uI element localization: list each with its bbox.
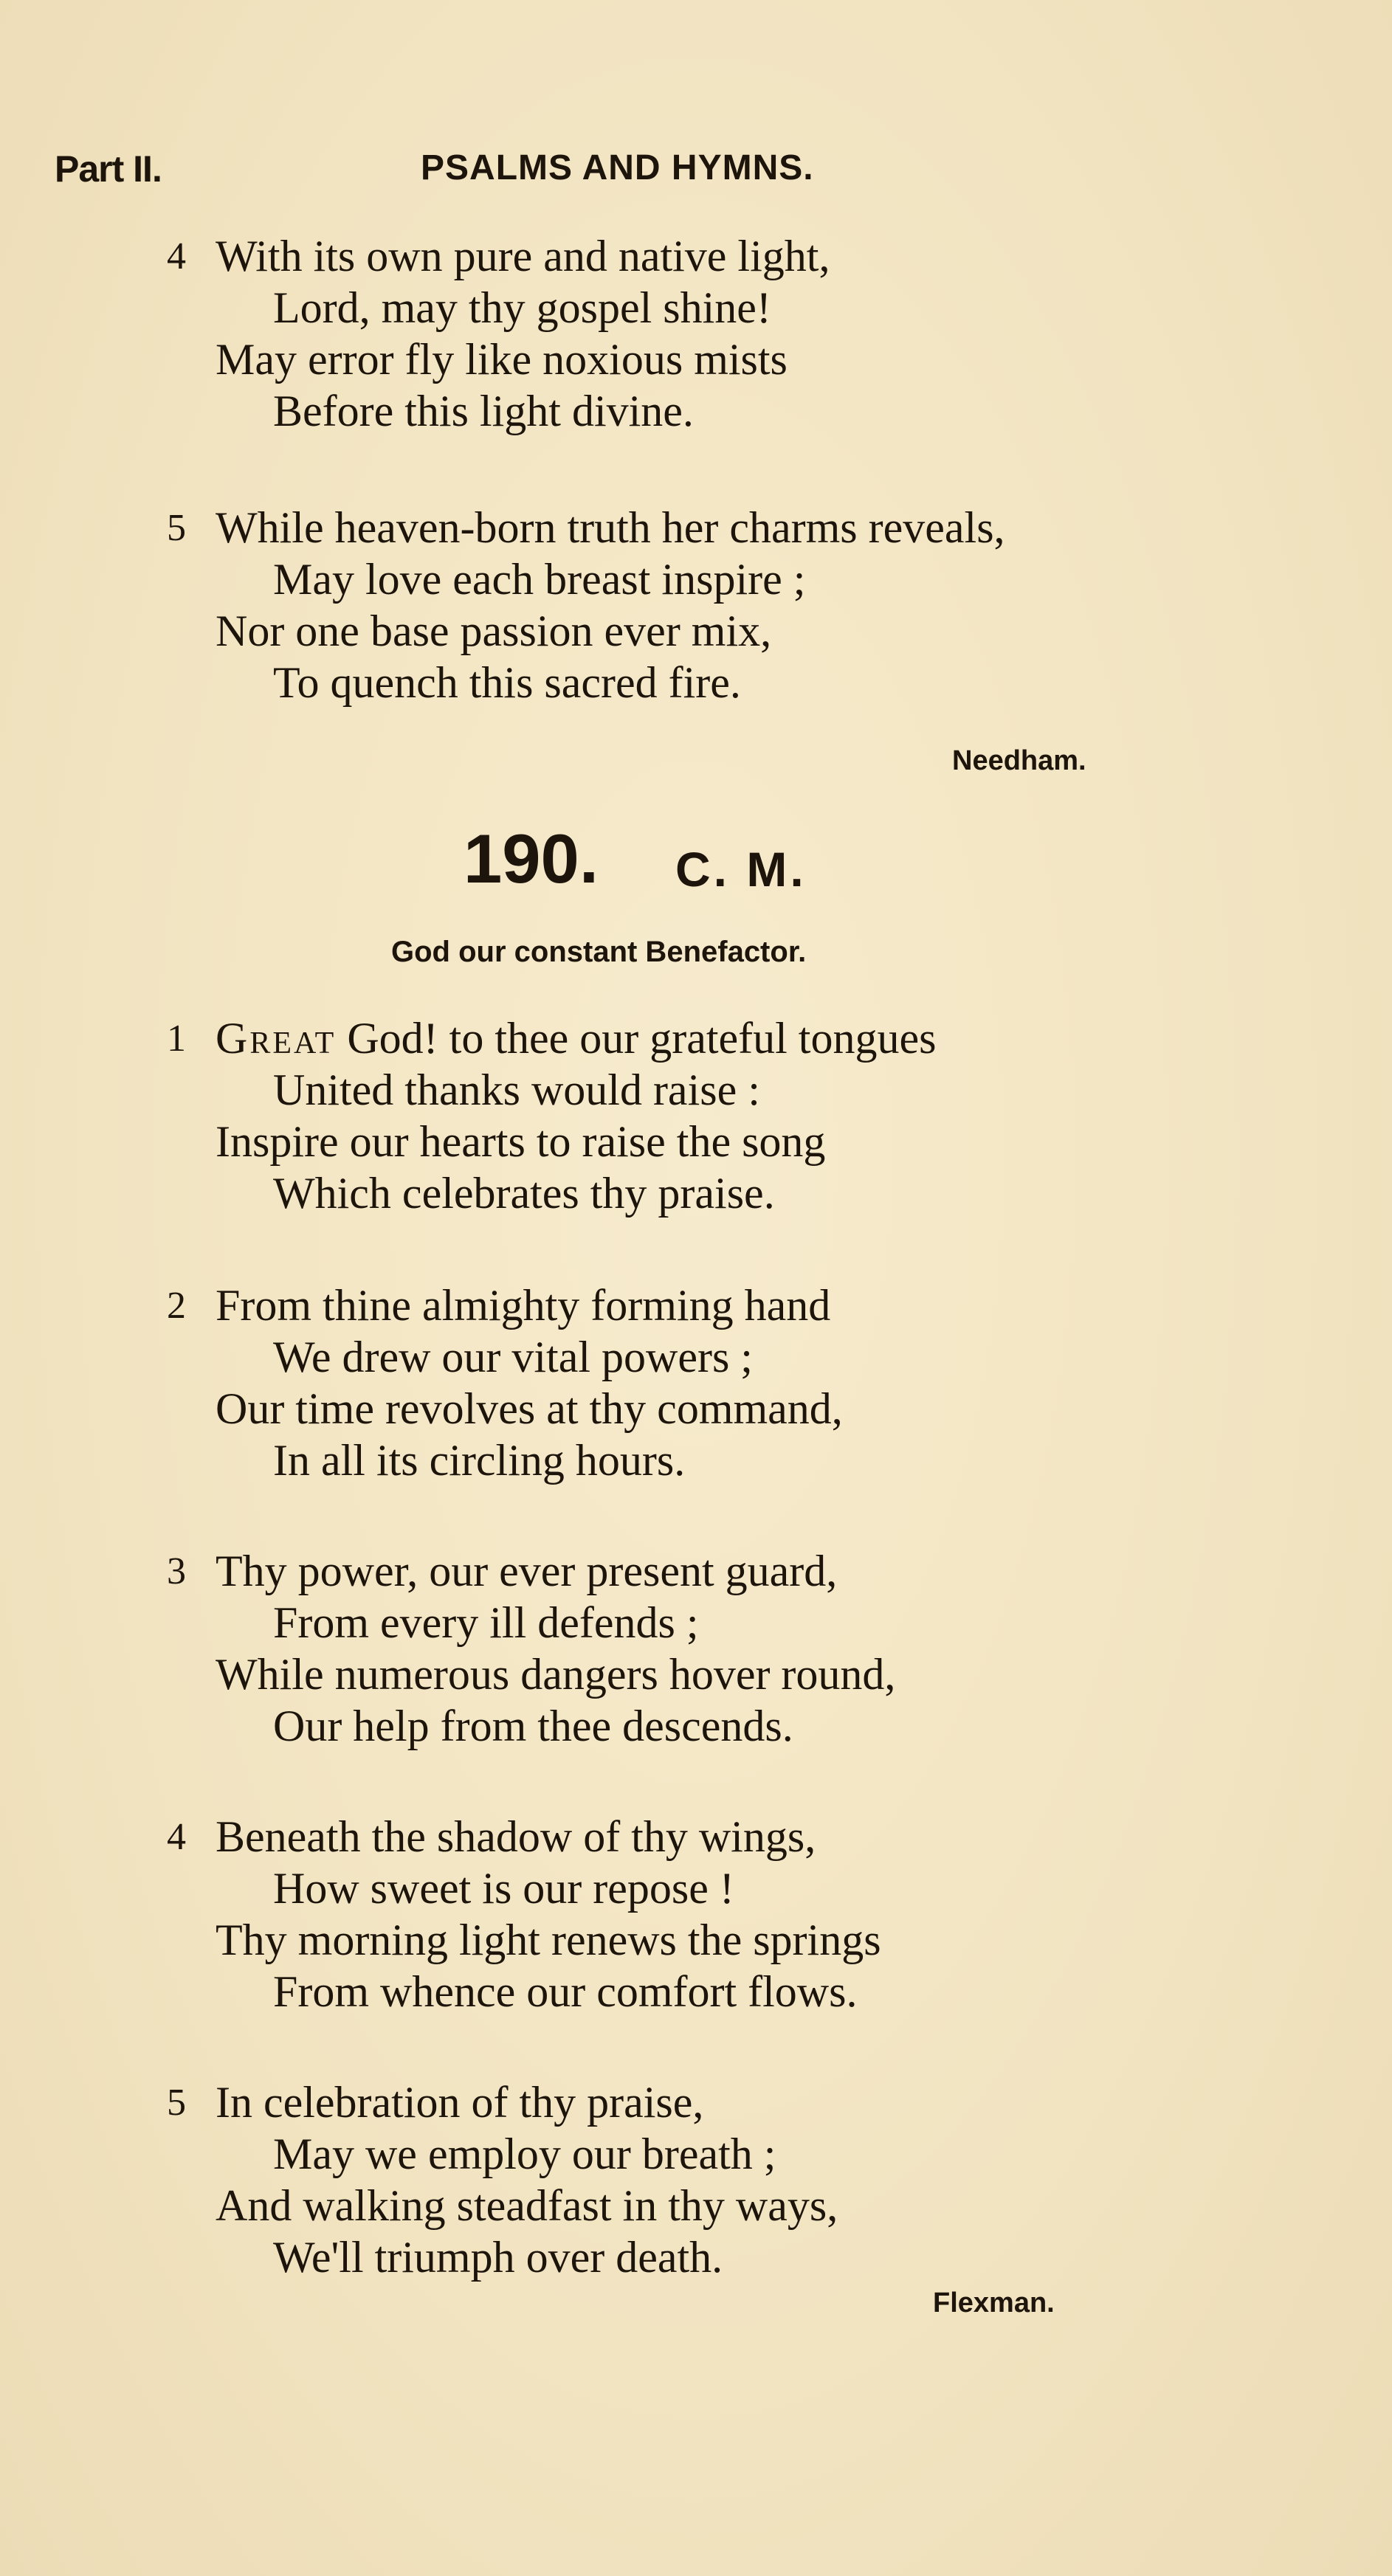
verse-line: We drew our vital powers ; — [273, 1333, 753, 1381]
running-header-part: Part II. — [55, 148, 162, 190]
hymn-meter: C. M. — [675, 842, 807, 897]
verse-line: To quench this sacred fire. — [273, 658, 741, 707]
first-word: Great — [216, 1014, 337, 1063]
verse-line: United thanks would raise : — [273, 1066, 760, 1114]
verse-line: And walking steadfast in thy ways, — [216, 2181, 838, 2230]
verse-line: While numerous dangers hover round, — [216, 1650, 896, 1699]
verse-line: May we employ our breath ; — [273, 2130, 776, 2178]
verse-line: With its own pure and native light, — [216, 232, 830, 280]
verse-number: 5 — [167, 2082, 186, 2124]
verse-line: While heaven-born truth her charms reveals, — [216, 503, 1005, 552]
verse-line: From whence our comfort flows. — [273, 1967, 858, 2016]
verse-line: Our help from thee descends. — [273, 1702, 793, 1750]
verse-line: We'll triumph over death. — [273, 2233, 723, 2282]
running-header-title: PSALMS AND HYMNS. — [421, 148, 814, 187]
verse-line — [216, 1012, 936, 1064]
verse-line-rest: God! to thee our grateful tongues — [336, 1014, 937, 1063]
verse-number: 1 — [167, 1018, 186, 1060]
verse-line: From thine almighty forming hand — [216, 1281, 831, 1330]
verse-line: Thy power, our ever present guard, — [216, 1547, 838, 1595]
hymn-author: Needham. — [952, 745, 1086, 776]
verse-line: Lord, may thy gospel shine! — [273, 283, 771, 332]
verse-number: 4 — [167, 1816, 186, 1858]
verse-line: Our time revolves at thy command, — [216, 1384, 843, 1433]
verse-line: Which celebrates thy praise. — [273, 1169, 775, 1218]
verse-line: In celebration of thy praise, — [216, 2078, 704, 2127]
verse-number: 4 — [167, 235, 186, 277]
verse-number: 5 — [167, 507, 186, 549]
verse-line: Before this light divine. — [273, 387, 694, 435]
verse-number: 2 — [167, 1285, 186, 1327]
verse-line: May error fly like noxious mists — [216, 335, 788, 384]
verse-line: Nor one base passion ever mix, — [216, 607, 772, 655]
verse-line: Thy morning light renews the springs — [216, 1916, 881, 1964]
hymn-author: Flexman. — [933, 2287, 1055, 2318]
hymn-number: 190. — [464, 820, 599, 897]
verse-line: Inspire our hearts to raise the song — [216, 1117, 826, 1166]
verse-number: 3 — [167, 1550, 186, 1592]
verse-line: Beneath the shadow of thy wings, — [216, 1812, 816, 1861]
verse-line: From every ill defends ; — [273, 1598, 699, 1647]
hymn-subtitle: God our constant Benefactor. — [391, 936, 807, 968]
verse-line: May love each breast inspire ; — [273, 555, 806, 604]
verse-line: In all its circling hours. — [273, 1436, 686, 1485]
verse-line: How sweet is our repose ! — [273, 1864, 734, 1913]
